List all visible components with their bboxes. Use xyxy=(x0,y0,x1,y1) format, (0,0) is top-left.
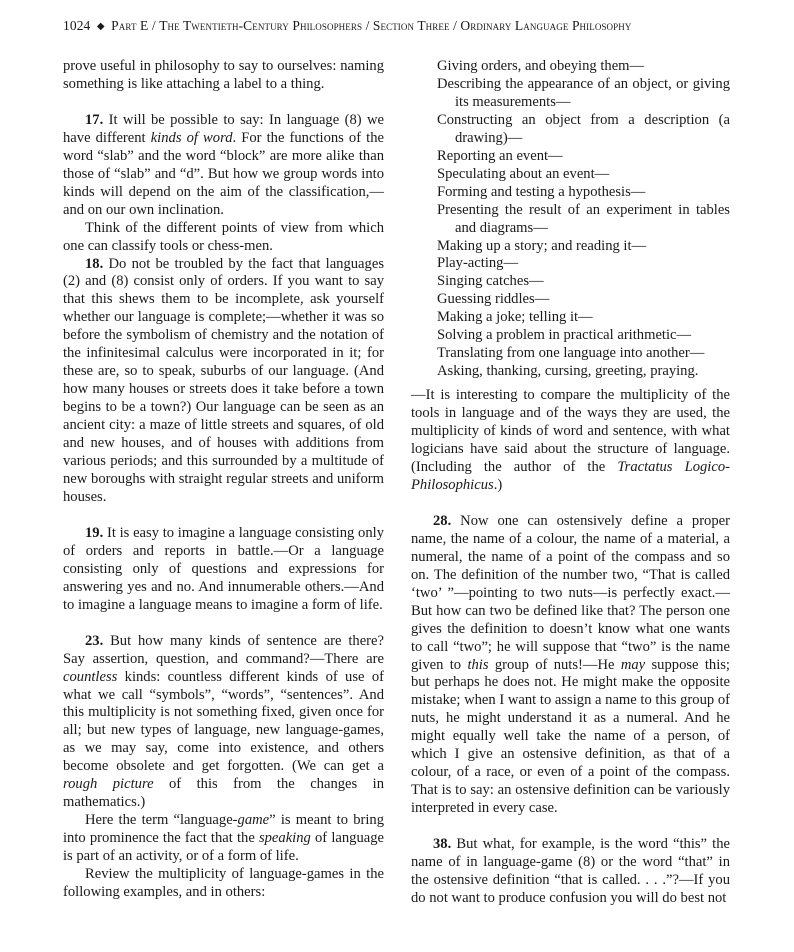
section-28: 28. Now one can ostensively define a proper name, the name of a colour, the name of a material, a numeral, the name of a point of the compass and so on. The definition of the number two, “That is called ‘two’ ”—pointing to two nuts—is perfectly exact.—But how can two be defined like that? The person one gives the definition to doesn’t know what one wants to call “two”; he will suppose that “two” is the name given to this group of nuts!—He may suppose this; but perhaps he does not. He might make the opposite mistake; when I want to assign a name to this group of nuts, he might understand it as a numeral. And he might equally well take the name of a person, of which I give an ostensive definition, as that of a colour, of a race, or even of a point of the compass. That is to say: an ostensive definition can be variously interpreted in every case. xyxy=(411,512,730,817)
list-item: Giving orders, and obeying them— xyxy=(437,58,645,74)
left-column xyxy=(63,58,384,902)
section-number: 38. xyxy=(433,836,452,853)
section-17: 17. It will be possible to say: In language (8) we have different kinds of word. For the functions of the word “slab” and the word “block” are more alike than those of “slab” and “d”. But how we group words into kinds will depend on the aim of the classification,—and on our own inclination. xyxy=(63,111,385,218)
list-item: Play-acting— xyxy=(437,255,519,272)
section-17-continued: Think of the different points of view from which one can classify tools or chess-men. xyxy=(63,219,384,254)
section-19: 19. It is easy to imagine a language consisting only of orders and reports in battle.—Or a language consisting only of questions and expressions for answering yes and no. And innumerable others.—And to imagine a language means to imagine a form of life. xyxy=(63,524,384,613)
section-number: 18. xyxy=(85,255,104,272)
right-column xyxy=(411,58,730,908)
header-book: The Twentieth-Century Philosophers xyxy=(159,18,363,33)
header-section: Section Three xyxy=(372,18,450,33)
list-item: Describing the appearance of an object, or giving its measurements— xyxy=(437,75,730,110)
diamond-icon: ◆ xyxy=(96,21,105,32)
compare-paragraph: —It is interesting to compare the multiplicity of the tools in language and of the ways they are used, the multiplicity of kinds of word and sentence, with what logicians have said about the structure of language. (Including the author of the Tractatus Logico-Philosophicus.) xyxy=(411,387,730,493)
list-item: Singing catches— xyxy=(437,273,544,290)
section-number: 28. xyxy=(433,512,452,529)
list-item: Translating from one language into another— xyxy=(437,345,705,362)
running-header: 1024 ◆ Part E / The Twentieth-Century Philosophers / Section Three / Ordinary Language Philosophy xyxy=(63,18,632,33)
list-item: Making up a story; and reading it— xyxy=(437,237,647,254)
intro-paragraph: prove useful in philosophy to say to ourselves: naming something is like attaching a label to a thing. xyxy=(63,58,384,92)
list-item: Reporting an event— xyxy=(437,147,563,164)
list-item: Constructing an object from a description (a drawing)— xyxy=(437,111,730,146)
section-38: 38. But what, for example, is the word “this” the name of in language-game (8) or the word “that” in the ostensive definition “that is called. . . .”?—If you do not want to produce confusion you will do best not xyxy=(411,836,730,906)
section-23-language-game: Here the term “language-game” is meant to bring into prominence the fact that the speaking of language is part of an activity, or of a form of life. xyxy=(63,812,384,865)
section-number: 23. xyxy=(85,632,104,649)
header-part: Part E xyxy=(111,18,149,33)
section-23-review: Review the multiplicity of language-games in the following examples, and in others: xyxy=(63,866,384,900)
page-number: 1024 xyxy=(63,18,91,33)
list-item: Asking, thanking, cursing, greeting, praying. xyxy=(437,363,699,380)
list-item: Forming and testing a hypothesis— xyxy=(437,183,646,200)
list-item: Making a joke; telling it— xyxy=(437,309,593,326)
list-item: Speculating about an event— xyxy=(437,165,610,182)
list-item: Solving a problem in practical arithmetic— xyxy=(437,327,692,344)
list-item: Presenting the result of an experiment in tables and diagrams— xyxy=(437,201,730,236)
section-number: 17. xyxy=(85,111,104,128)
list-item: Guessing riddles— xyxy=(437,291,550,308)
header-chapter: Ordinary Language Philosophy xyxy=(460,18,632,33)
section-number: 19. xyxy=(85,524,104,541)
section-18: 18. Do not be troubled by the fact that languages (2) and (8) consist only of orders. If you want to say that this shews them to be incomplete, ask yourself whether our language is complete;—whether it was so before the symbolism of chemistry and the notation of the infinitesimal calculus were incorporated in it; for these are, so to speak, suburbs of our language. (And how many houses or streets does it take before a town begins to be a town?) Our language can be seen as an ancient city: a maze of little streets and squares, of old and new houses, and of houses with additions from various periods; and this surrounded by a multitude of new boroughs with straight regular streets and uniform houses. xyxy=(63,255,384,505)
language-games-list xyxy=(411,58,730,381)
section-23: 23. But how many kinds of sentence are there? Say assertion, question, and command?—There are countless kinds: countless different kinds of use of what we call “symbols”, “words”, “sentences”. And this multiplicity is not something fixed, given once for all; but new types of language, new language-games, as we may say, come into existence, and others become obsolete and get forgotten. (We can get a rough picture of this from the changes in mathematics.) xyxy=(63,632,384,811)
